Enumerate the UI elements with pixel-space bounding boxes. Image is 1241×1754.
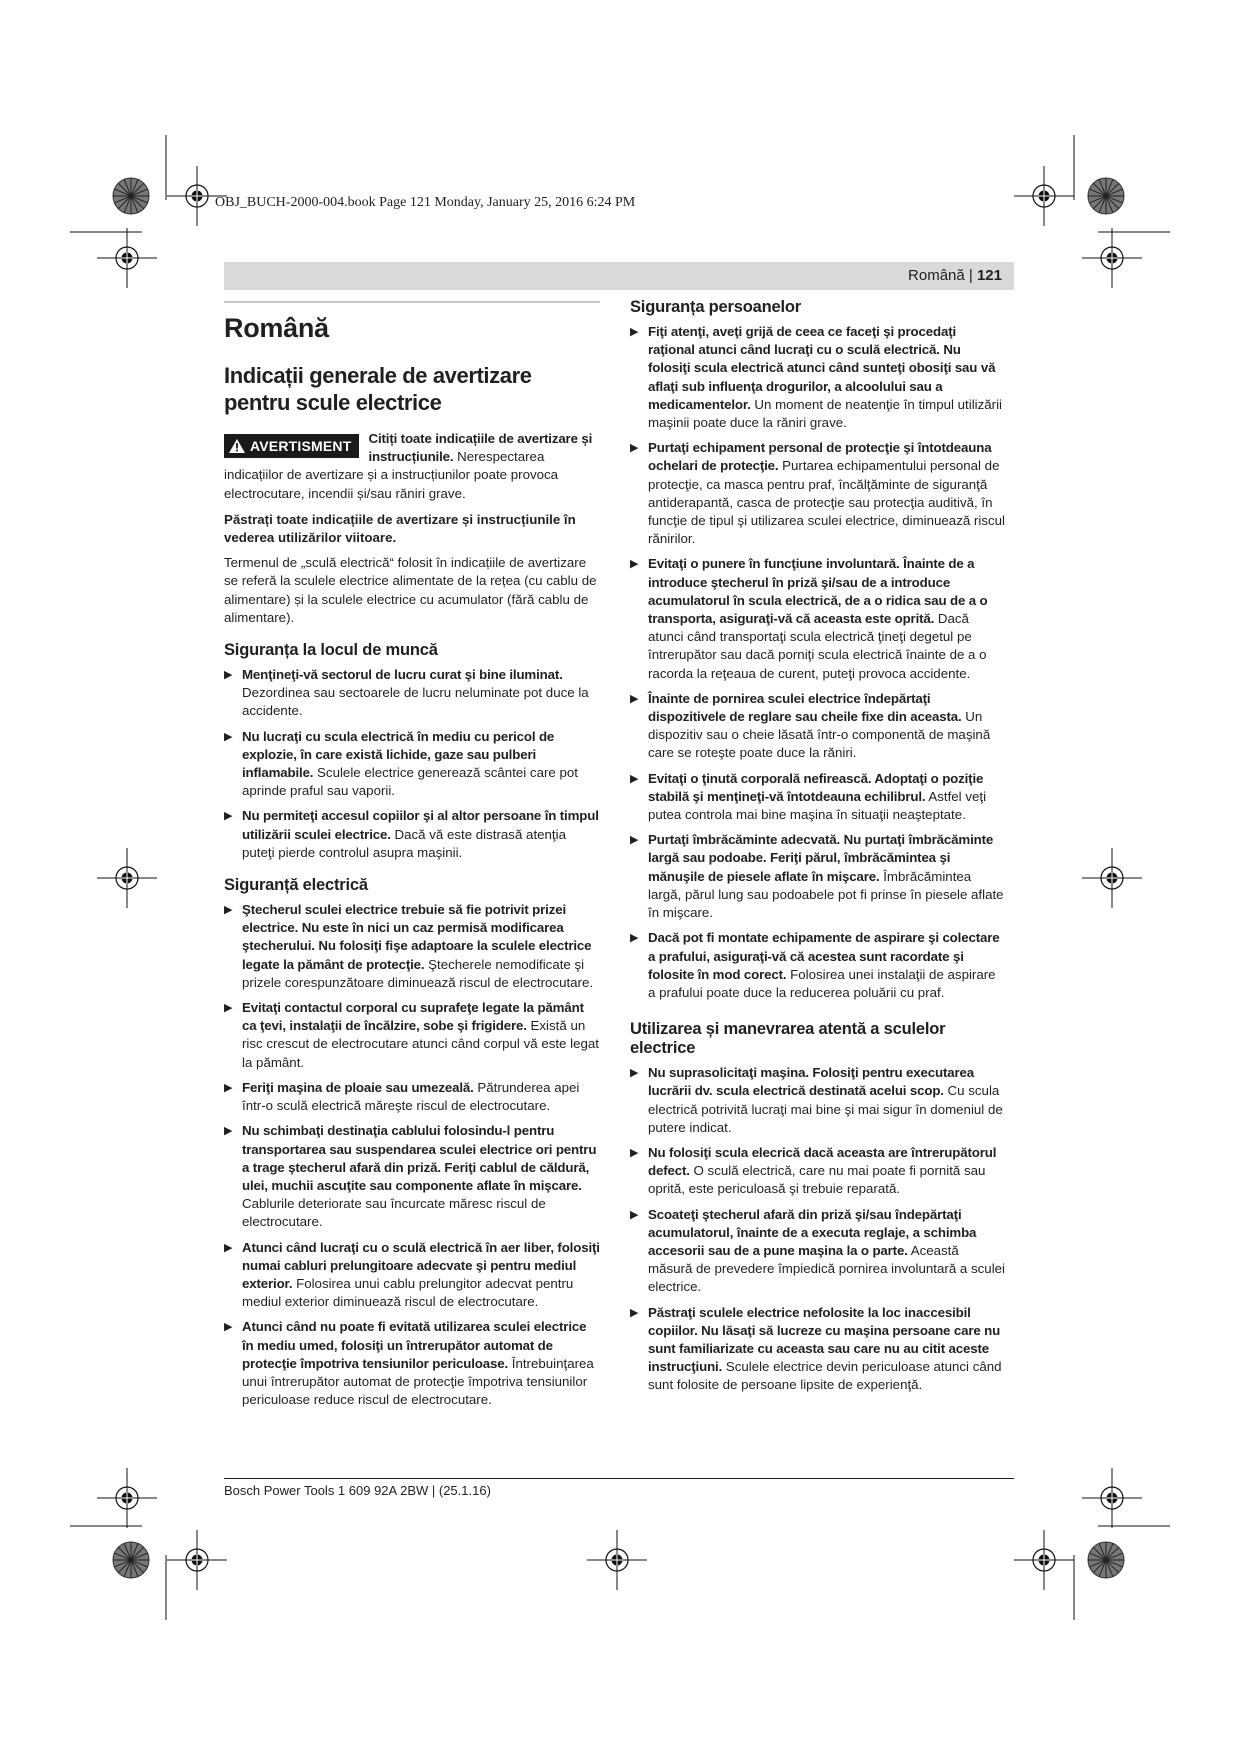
item-text: Dacă vă este distrasă atenţia puteţi pierde controlul asupra maşinii.	[242, 826, 566, 860]
header-separator: |	[964, 267, 977, 284]
triangle-right-icon: ▶	[630, 692, 639, 705]
item-bold: Nu schimbaţi destinaţia cablului folosindu-l pentru transportarea sau suspendarea sculei electrice ori pentru a trage ştecherul afară din priză. Feriţi cablul de căldură, ulei, muchii ascuţite sau componente aflate în mişcare.	[242, 1123, 597, 1193]
item-bold: Evitaţi o punere în funcţiune involuntară. Înainte de a introduce ştecherul în priză şi/sau de a introduce acumulatorul în scula electrică, de a o ridica sau de a o transporta, asiguraţi-vă că aceasta este oprită.	[648, 556, 988, 627]
list-item	[630, 929, 1006, 1002]
item-text: Ştecherele nemodificate şi prizele corespunzătoare diminuează riscul de electrocutare.	[242, 956, 594, 990]
list-item	[630, 323, 1006, 432]
list-item	[224, 901, 600, 992]
item-bold: Evitaţi contactul corporal cu suprafeţe legate la pământ ca ţevi, instalaţii de încălzire, sobe şi frigidere.	[242, 1000, 584, 1034]
item-text: Îmbrăcămintea largă, părul lung sau podoabele pot fi prinse în piesele aflate în mişcare.	[648, 868, 1004, 921]
list-item	[630, 439, 1006, 548]
term-definition: Termenul de „sculă electrică“ folosit în indicațiile de avertizare se referă la sculele electrice alimentate de la rețea (cu cablu de alimentare) și la sculele electrice cu acumulator (fără cablu de alimentare).	[224, 555, 597, 625]
list-item	[224, 807, 600, 862]
item-bold: Fiţi atenţi, aveţi grijă de ceea ce faceţi şi procedaţi raţional atunci când lucraţi cu o sculă electrică. Nu folosiţi scula electrică atunci când sunteţi obosiţi sau vă aflaţi sub influenţa drogurilor, a alcoolului sau a medicamentelor.	[648, 324, 996, 412]
triangle-right-icon: ▶	[630, 442, 639, 455]
item-text: Purtarea echipamentului personal de protecţie, ca masca pentru praf, încălţăminte de siguranţă antiderapantă, casca de protecţie sau protecţia auditivă, în funcţie de tipul şi utilizarea sculei electrice, diminuează riscul rănirilor.	[648, 458, 1005, 547]
item-text: O sculă electrică, care nu mai poate fi pornită sau oprită, este periculoasă şi trebuie reparată.	[648, 1163, 986, 1197]
item-text: Un moment de neatenţie în timpul utilizării maşinii poate duce la răniri grave.	[648, 396, 1002, 431]
triangle-right-icon: ▶	[630, 326, 639, 338]
footer: Bosch Power Tools 1 609 92A 2BW | (25.1.16)	[224, 1483, 491, 1498]
item-text: Dacă atunci când transportaţi scula electrică ţineţi degetul pe întrerupător sau dacă porniţi scula electrică înainte de a o racorda la reţeaua de curent, puteţi provoca accidente.	[648, 611, 987, 681]
triangle-right-icon: ▶	[630, 1208, 639, 1221]
registration-mark-icon	[1082, 848, 1142, 908]
list-item	[630, 831, 1006, 922]
item-text: Astfel veţi putea controla mai bine maşina în situaţii neaşteptate.	[648, 788, 987, 823]
color-wheel-icon	[1088, 178, 1124, 214]
right-column	[630, 298, 1006, 1402]
item-bold: Evitaţi o ţinută corporală nefirească. Adoptaţi o poziţie stabilă şi menţineţi-vă întotdeauna echilibrul.	[648, 770, 984, 804]
triangle-right-icon: ▶	[630, 558, 639, 571]
item-text: Această măsură de prevedere împiedică pornirea involuntară a sculei electrice.	[648, 1242, 1005, 1295]
triangle-right-icon: ▶	[224, 1125, 233, 1138]
section-title: Indicații generale de avertizare pentru scule electrice	[224, 363, 532, 415]
registration-mark-icon	[587, 1530, 647, 1590]
item-text: Folosirea unui cablu prelungitor adecvat pentru mediul exterior diminuează riscul de electrocutare.	[242, 1275, 574, 1310]
list-item	[630, 1064, 1006, 1137]
item-bold: Nu folosiţi scula elecrică dacă aceasta are întrerupătorul defect.	[648, 1144, 997, 1179]
item-text: Cablurile deteriorate sau încurcate măresc riscul de electrocutare.	[242, 1196, 546, 1230]
color-wheel-icon	[1088, 1542, 1124, 1578]
item-text: Un dispozitiv sau o cheie lăsată într-o componentă de maşină care se roteşte poate duce la răniri.	[648, 709, 991, 761]
list-item	[630, 770, 1006, 825]
list-item	[630, 1144, 1006, 1199]
triangle-right-icon: ▶	[224, 810, 233, 823]
header-language: Română	[908, 267, 965, 284]
left-column	[224, 301, 600, 1416]
warning-text: Nerespectarea indicațiilor de avertizare și a instrucțiunilor poate provoca electrocutare, incendii și/sau răniri grave.	[224, 449, 559, 501]
triangle-right-icon: ▶	[630, 1067, 639, 1080]
registration-mark-icon	[1014, 166, 1074, 226]
item-text: Pătrunderea apei într-o sculă electrică măreşte riscul de electrocutare.	[242, 1079, 580, 1114]
item-text: Folosirea unei instalaţii de aspirare a prafului poate duce la reducerea poluării cu praf.	[648, 966, 996, 1000]
triangle-right-icon: ▶	[224, 1321, 233, 1334]
registration-mark-icon	[167, 1530, 227, 1590]
triangle-right-icon: ▶	[224, 669, 233, 682]
list-item	[630, 690, 1006, 763]
item-bold: Păstraţi sculele electrice nefolosite la loc inaccesibil copiilor. Nu lăsaţi să lucreze cu maşina persoane care nu sunt familiarizate cu aceasta sau care nu au citit aceste instrucţiuni.	[648, 1304, 1001, 1375]
color-wheel-icon	[113, 1542, 149, 1578]
list-item	[224, 999, 600, 1072]
workplace-title: Siguranța la locul de muncă	[224, 641, 438, 660]
item-bold: Purtaţi echipament personal de protecţie şi întotdeauna ochelari de protecţie.	[648, 440, 992, 474]
registration-mark-icon	[97, 228, 157, 288]
list-item	[630, 1206, 1006, 1297]
triangle-right-icon: ▶	[224, 1002, 233, 1015]
registration-mark-icon	[1014, 1530, 1074, 1590]
warning-bold: Citiți toate indicațiile de avertizare și instrucțiunile.	[368, 431, 593, 465]
usage-title: Utilizarea și manevrarea atentă a sculelor electrice	[630, 1020, 946, 1058]
warning-triangle-icon	[229, 439, 245, 453]
item-text: Sculele electrice generează scântei care pot aprinde praful sau vaporii.	[242, 765, 578, 799]
triangle-right-icon: ▶	[630, 772, 639, 785]
list-item	[224, 1122, 600, 1231]
warning-paragraph	[224, 430, 600, 503]
registration-mark-icon	[1082, 228, 1142, 288]
triangle-right-icon: ▶	[224, 904, 233, 917]
electrical-list	[224, 901, 600, 1409]
item-text: Sculele electrice devin periculoase atunci când sunt folosite de persoane lipsite de experienţă.	[648, 1359, 1002, 1393]
item-bold: Atunci când nu poate fi evitată utilizarea sculei electrice în mediu umed, folosiţi un întrerupător automat de protecţie împotriva tensiunilor periculoase.	[242, 1319, 587, 1371]
list-item	[224, 1239, 600, 1312]
keep-instructions	[224, 511, 600, 547]
language-title: Română	[224, 313, 329, 343]
triangle-right-icon: ▶	[630, 1146, 639, 1159]
triangle-right-icon: ▶	[630, 1306, 639, 1319]
item-text: Există un risc crescut de electrocutare atunci când corpul vă este legat la pământ.	[242, 1018, 599, 1070]
list-item	[630, 555, 1006, 682]
item-text: Întrebuinţarea unui întrerupător automat de protecţie împotriva tensiunilor periculoase reduce riscul de electrocutare.	[242, 1355, 594, 1408]
warning-badge	[224, 434, 359, 458]
list-item	[224, 728, 600, 801]
item-bold: Nu lucraţi cu scula electrică în mediu cu pericol de explozie, în care există lichide, gaze sau pulberi inflamabile.	[242, 728, 555, 781]
item-bold: Feriţi maşina de ploaie sau umezeală.	[242, 1079, 474, 1095]
item-bold: Atunci când lucraţi cu o sculă electrică în aer liber, folosiţi numai cabluri prelungitoare adecvate şi pentru mediul exterior.	[242, 1239, 600, 1291]
list-item	[630, 1304, 1006, 1395]
persons-title: Siguranța persoanelor	[630, 298, 801, 316]
electrical-title: Siguranță electrică	[224, 876, 368, 895]
footer-rule	[224, 1478, 1014, 1479]
list-item	[224, 666, 600, 721]
item-bold: Nu permiteţi accesul copiilor şi al altor persoane în timpul utilizării sculei electrice.	[242, 808, 599, 842]
triangle-right-icon: ▶	[630, 834, 639, 847]
registration-mark-icon	[1082, 1468, 1142, 1528]
keep-instructions-text: Păstrați toate indicațiile de avertizare și instrucțiunile în vederea utilizărilor viitoare.	[224, 511, 576, 546]
triangle-right-icon: ▶	[224, 1241, 233, 1254]
list-item	[224, 1318, 600, 1409]
persons-list	[630, 323, 1006, 1002]
registration-mark-icon	[97, 848, 157, 908]
workplace-list	[224, 666, 600, 862]
triangle-right-icon: ▶	[630, 932, 639, 945]
item-bold: Ştecherul sculei electrice trebuie să fie potrivit prizei electrice. Nu este în nici un caz permisă modificarea ştecherului. Nu folosiţi fişe adaptoare la sculele electrice legate la pământ de protecţie.	[242, 902, 592, 972]
triangle-right-icon: ▶	[224, 1081, 233, 1094]
running-header	[908, 267, 1002, 284]
item-text: Dezordinea sau sectoarele de lucru neluminate pot duce la accidente.	[242, 685, 589, 719]
warning-badge-label: AVERTISMENT	[250, 438, 352, 454]
color-wheel-icon	[113, 178, 149, 214]
item-text: Cu scula electrică potrivită lucraţi mai bine şi mai sigur în domeniul de putere indicat.	[648, 1083, 1003, 1135]
registration-mark-icon	[97, 1468, 157, 1528]
page-number: 121	[976, 267, 1002, 284]
triangle-right-icon: ▶	[224, 730, 233, 743]
item-bold: Nu suprasolicitaţi maşina. Folosiţi pentru executarea lucrării dv. scula electrică destinată acelui scop.	[648, 1065, 975, 1099]
item-bold: Menţineţi-vă sectorul de lucru curat şi bine iluminat.	[242, 667, 563, 683]
item-bold: Purtaţi îmbrăcăminte adecvată. Nu purtaţi îmbrăcăminte largă sau podoabe. Feriţi părul, îmbrăcămintea şi mănuşile de piesele aflate în mişcare.	[648, 832, 994, 884]
item-bold: Scoateţi ştecherul afară din priză şi/sau îndepărtaţi acumulatorul, înainte de a executa reglaje, a schimba accesorii sau de a pune maşina la o parte.	[648, 1206, 977, 1258]
item-bold: Înainte de pornirea sculei electrice îndepărtaţi dispozitivele de reglare sau cheile fixe din aceasta.	[648, 690, 962, 725]
page-header	[224, 262, 1014, 290]
item-bold: Dacă pot fi montate echipamente de aspirare şi colectare a prafului, asiguraţi-vă că acestea sunt racordate şi folosite în mod corect.	[648, 930, 1000, 982]
list-item	[224, 1079, 600, 1115]
usage-list	[630, 1064, 1006, 1394]
print-info: OBJ_BUCH-2000-004.book Page 121 Monday, January 25, 2016 6:24 PM	[215, 195, 636, 210]
